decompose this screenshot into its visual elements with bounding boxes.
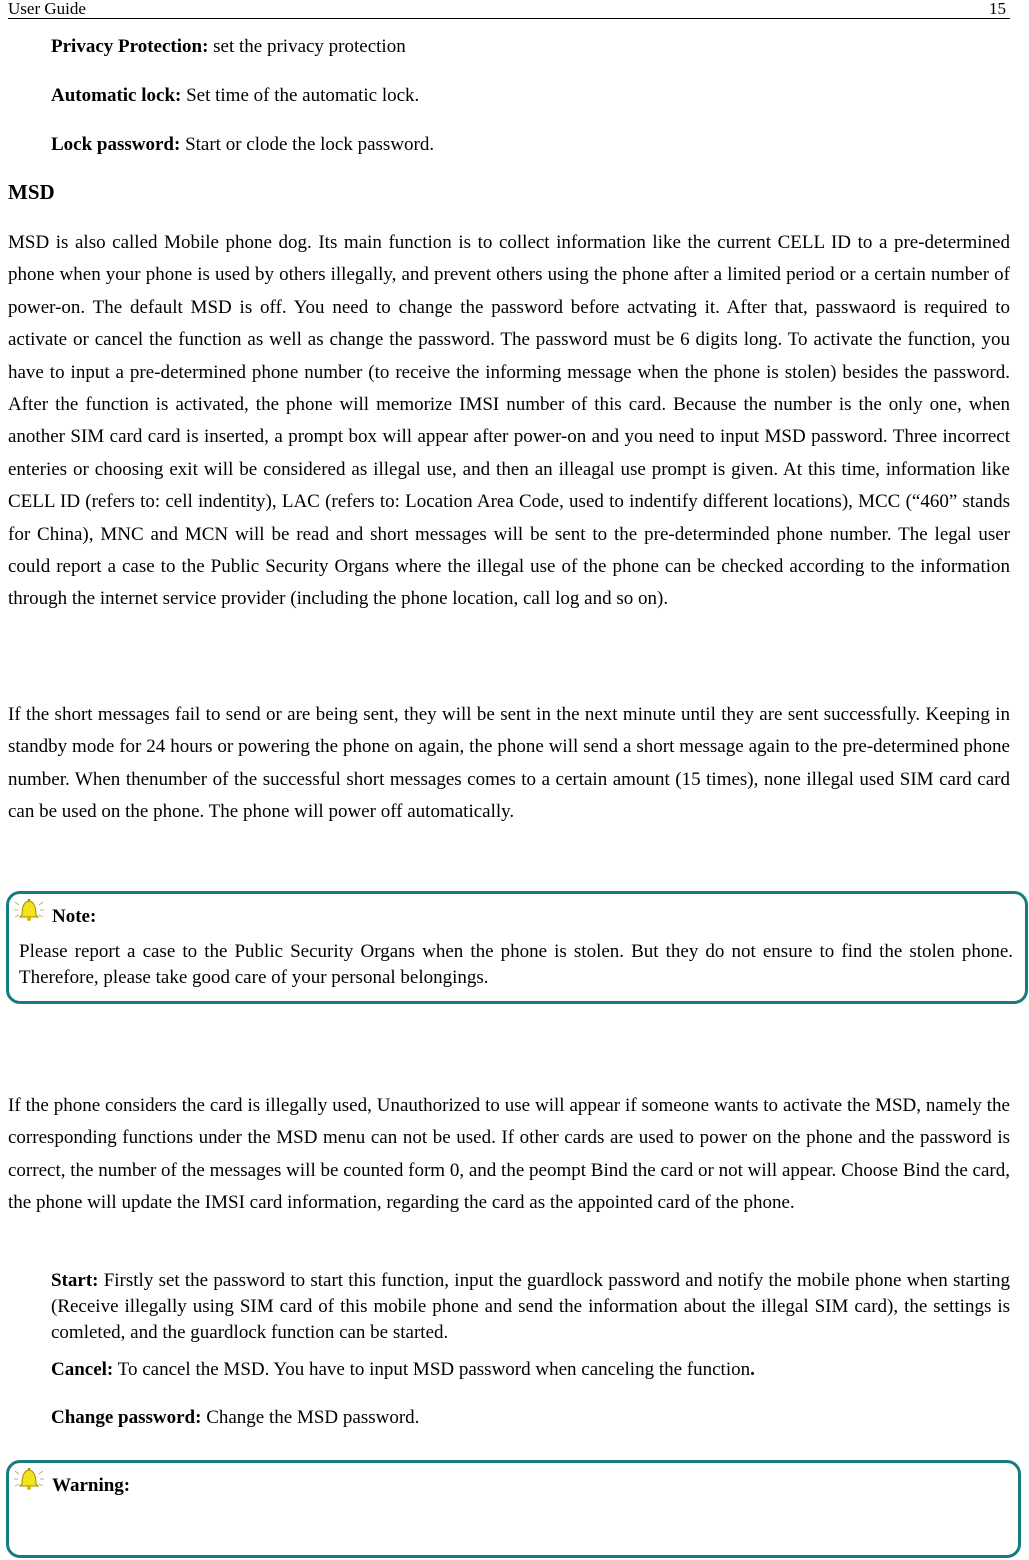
- item-term: Privacy Protection:: [51, 36, 209, 57]
- item-term: Lock password:: [51, 134, 181, 155]
- warning-label: Warning:: [52, 1475, 131, 1496]
- msd-item-change-password: [51, 1405, 1010, 1431]
- paragraph-unauthorized: If the phone considers the card is illegally used, Unauthorized to use will appear if someone wants to activate the MSD, namely the corresponding functions under the MSD menu can not be used. If other cards are used to power on the phone and the password is correct, the number of the messages will be counted form 0, and the peompt Bind the card or not will appear. Choose Bind the card, the phone will update the IMSI card information, regarding the card as the appointed card of the phone.: [8, 1095, 1010, 1214]
- item-desc: set the privacy protection: [208, 36, 406, 57]
- bell-icon: [12, 1465, 46, 1493]
- item-term: Cancel:: [51, 1359, 114, 1380]
- page-number: 15: [989, 0, 1006, 18]
- page-header: [8, 0, 1010, 19]
- item-term: Automatic lock:: [51, 85, 182, 106]
- note-box: [6, 891, 1028, 1004]
- msd-item-start: [51, 1268, 1010, 1346]
- settings-item-autolock: [51, 83, 1010, 109]
- settings-item-privacy: [51, 34, 1010, 60]
- msd-item-cancel: [51, 1357, 1010, 1383]
- item-suffix: .: [750, 1359, 755, 1380]
- paragraph-sms-retry: If the short messages fail to send or are being sent, they will be sent in the next minute until they are sent successfully. Keeping in standby mode for 24 hours or powering the phone on again, the phone will send a short message again to the pre-determined phone number. When thenumber of the successful short messages comes to a certain amount (15 times), none illegal used SIM card card can be used on the phone. The phone will power off automatically.: [8, 704, 1010, 823]
- item-desc: Start or clode the lock password.: [180, 134, 435, 155]
- item-term: Start:: [51, 1270, 99, 1291]
- section-title: MSD: [8, 180, 55, 204]
- header-title: User Guide: [8, 0, 86, 18]
- note-text: Please report a case to the Public Security Organs when the phone is stolen. But they do not ensure to find the stolen phone. Therefore, please take good care of your personal belongings.: [19, 941, 1013, 988]
- item-desc: Set time of the automatic lock.: [181, 85, 420, 106]
- paragraph-msd-intro: MSD is also called Mobile phone dog. Its main function is to collect information like the current CELL ID to a pre-determined phone when your phone is used by others illegally, and prevent others using the phone after a limited period or a certain number of power-on. The default MSD is off. You need to change the password before actvating it. After that, passwaord is required to activate or cancel the function as well as change the password. The password must be 6 digits long. To activate the function, you have to input a pre-determined phone number (to receive the informing message when the phone is stolen) besides the password. After the function is activated, the phone will memorize IMSI number of this card. Because the number is the only one, when another SIM card card is inserted, a prompt box will appear after power-on and you need to input MSD password. Three incorrect enteries or choosing exit will be considered as illegal use, and then an illeagal use prompt is given. At this time, information like CELL ID (refers to: cell indentity), LAC (refers to: Location Area Code, used to indentify different locations), MCC (“460” stands for China), MNC and MCN will be read and short messages will be sent to the pre-determinded phone number. The legal user could report a case to the Public Security Organs where the illegal use of the phone can be checked according to the information through the internet service provider (including the phone location, call log and so on).: [8, 232, 1010, 610]
- item-desc: Firstly set the password to start this function, input the guardlock password and notify the mobile phone when starting (Receive illegally using SIM card of this mobile phone and send the information about the illegal SIM card), the settings is comleted, and the guardlock function can be started.: [51, 1270, 1010, 1343]
- settings-item-lock-password: [51, 132, 1010, 158]
- item-desc: Change the MSD password.: [201, 1407, 420, 1428]
- item-desc: To cancel the MSD. You have to input MSD password when canceling the function: [113, 1359, 751, 1380]
- note-label: Note:: [52, 906, 97, 927]
- item-term: Change password:: [51, 1407, 202, 1428]
- warning-box: [6, 1460, 1021, 1558]
- bell-icon: [12, 896, 46, 924]
